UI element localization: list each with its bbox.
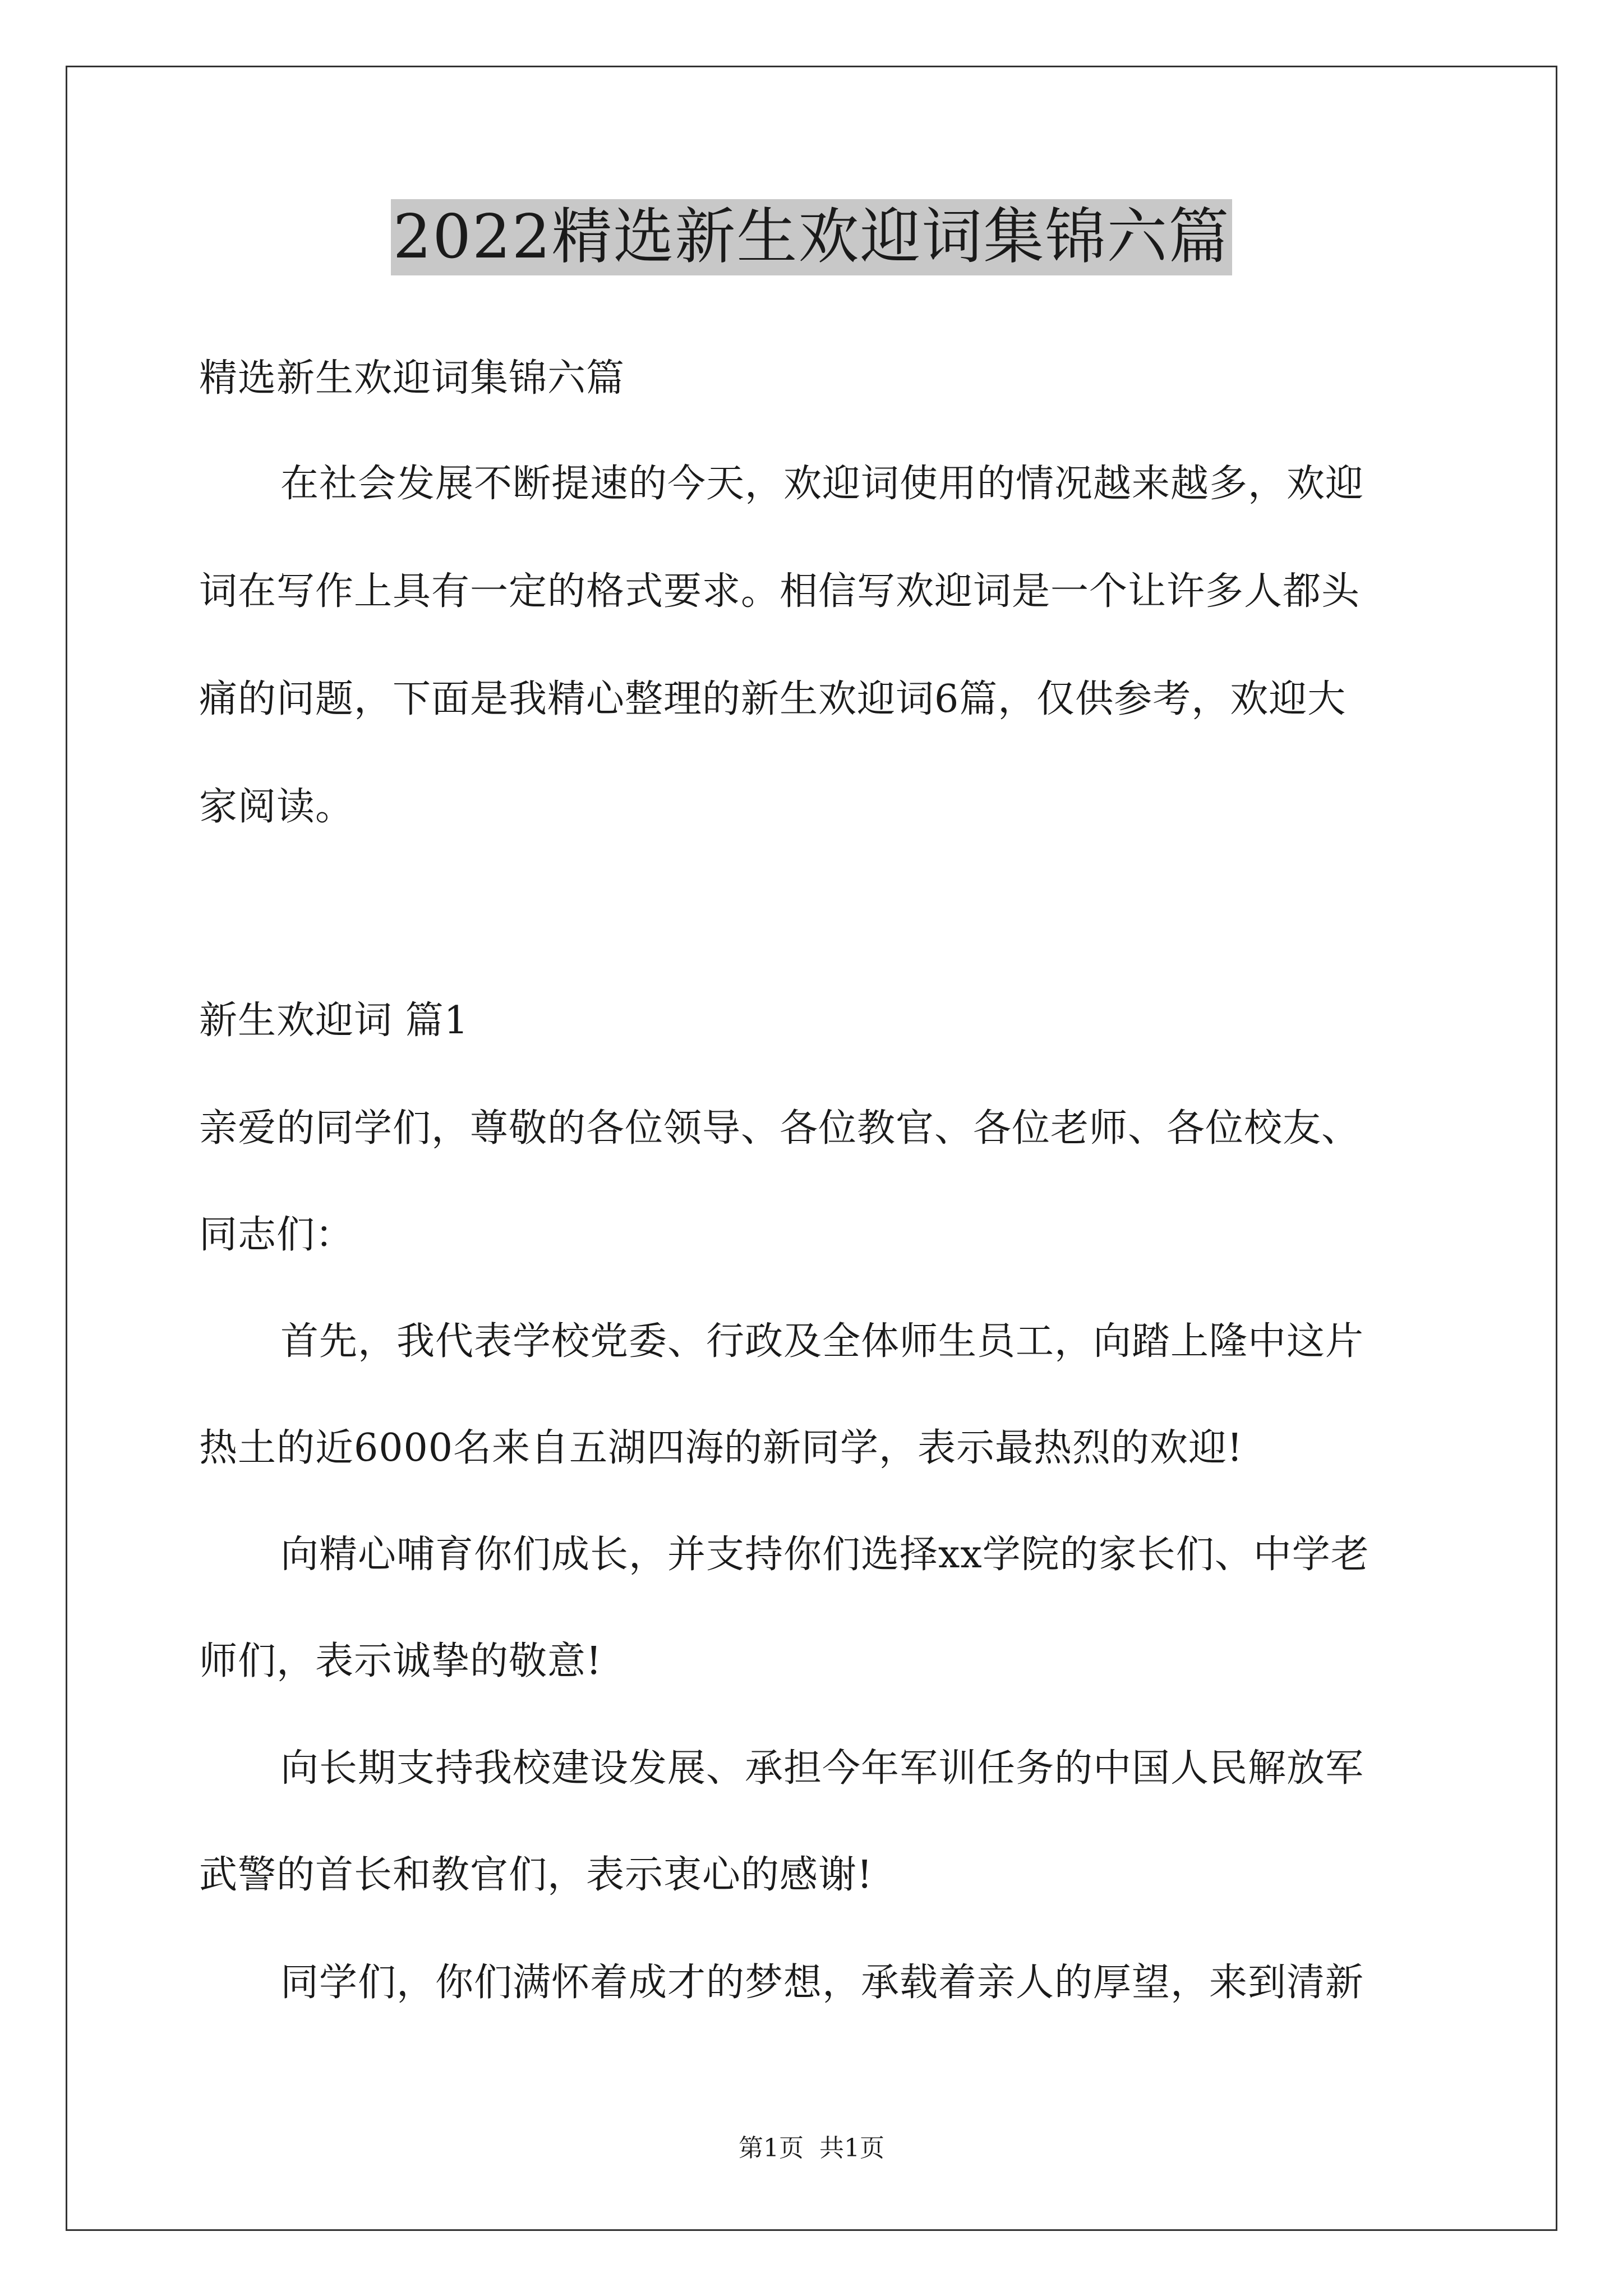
paragraph-line: 在社会发展不断提速的今天，欢迎词使用的情况越来越多，欢迎 [280, 462, 1364, 506]
paragraph-line: 亲爱的同学们，尊敬的各位领导、各位教官、各位老师、各位校友、 [199, 1106, 1361, 1151]
paragraph-line: 同学们，你们满怀着成才的梦想，承载着亲人的厚望，来到清新 [280, 1961, 1364, 2005]
paragraph-line: 热土的近6000名来自五湖四海的新同学，表示最热烈的欢迎! [199, 1426, 1243, 1470]
paragraph-line: 痛的问题，下面是我精心整理的新生欢迎词6篇，仅供参考，欢迎大 [199, 677, 1347, 721]
paragraph-line: 武警的首长和教官们，表示衷心的感谢! [199, 1853, 873, 1897]
subtitle-line: 精选新生欢迎词集锦六篇 [199, 356, 625, 401]
page-footer [0, 2132, 1623, 2165]
paragraph-line: 向长期支持我校建设发展、承担今年军训任务的中国人民解放军 [280, 1746, 1364, 1791]
paragraph-line: 师们，表示诚挚的敬意! [199, 1639, 602, 1683]
paragraph-line: 向精心哺育你们成长，并支持你们选择xx学院的家长们、中学老 [280, 1533, 1370, 1577]
section-heading: 新生欢迎词 篇1 [199, 999, 469, 1043]
title-container [0, 199, 1623, 275]
page-number: 第1页 [739, 2134, 804, 2162]
document-title: 2022精选新生欢迎词集锦六篇 [391, 199, 1233, 275]
paragraph-line: 词在写作上具有一定的格式要求。相信写欢迎词是一个让许多人都头 [199, 569, 1361, 614]
paragraph-line: 首先，我代表学校党委、行政及全体师生员工，向踏上隆中这片 [280, 1319, 1364, 1364]
page-total: 共1页 [819, 2134, 884, 2162]
paragraph-line: 家阅读。 [199, 785, 354, 829]
paragraph-line: 同志们： [199, 1213, 354, 1257]
